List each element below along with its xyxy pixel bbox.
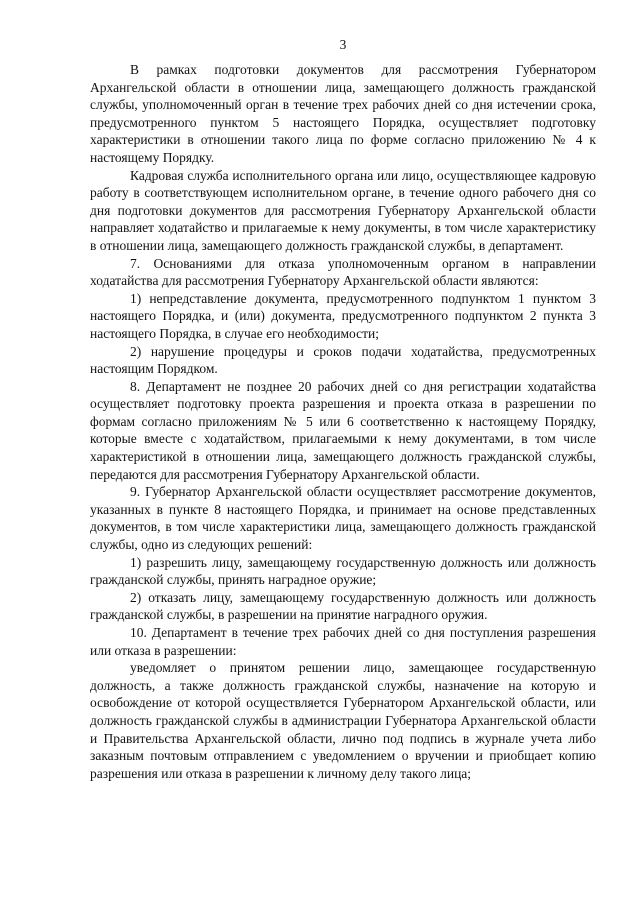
document-page: [90, 0, 596, 905]
paragraph-item-10-notification: уведомляет о принятом решении лицо, замещающее государственную должность, а также должность гражданской службы, назначение на которую и освобождение от которой осуществляется Губернатором Архангельской области, или должность гражданской службы в администрации Губернатора Архангельской области и Правительства Архангельской области, лично под подпись в журнале учета либо заказным почтовым отправлением с уведомлением о вручении и приобщает копию разрешения или отказа в разрешении к личному делу такого лица;: [90, 660, 596, 781]
paragraph-item-7-subitem-2: 2) нарушение процедуры и сроков подачи ходатайства, предусмотренных настоящим Порядком.: [90, 343, 596, 377]
paragraph-item-9: 9. Губернатор Архангельской области осуществляет рассмотрение документов, указанных в пункте 8 настоящего Порядка, и принимает на основе представленных документов, в том числе характеристики лица, замещающего должность гражданской службы, одно из следующих решений:: [90, 484, 596, 553]
page-number: 3: [339, 37, 347, 52]
paragraph-item-8: 8. Департамент не позднее 20 рабочих дней со дня регистрации ходатайства осуществляет подготовку проекта разрешения и проекта отказа в разрешении по формам согласно приложениям № 5 или 6 соответственно к настоящему Порядку, которые вместе с ходатайством, прилагаемыми к нему документами, в том числе характеристикой в отношении лица, замещающего должность гражданской службы, передаются для рассмотрения Губернатору Архангельской области.: [90, 378, 596, 482]
paragraph-item-7: 7. Основаниями для отказа уполномоченным органом в направлении ходатайства для рассмотрения Губернатору Архангельской области являются:: [90, 255, 596, 289]
document-body: [90, 61, 596, 782]
paragraph-characteristic-preparation: В рамках подготовки документов для рассмотрения Губернатором Архангельской области в отношении лица, замещающего должность гражданской службы, уполномоченный орган в течение трех рабочих дней со дня истечении срока, предусмотренного пунктом 5 настоящего Порядка, осуществляет подготовку характеристики в отношении такого лица по форме согласно приложению № 4 к настоящему Порядку.: [90, 62, 596, 165]
paragraph-item-7-subitem-1: 1) непредставление документа, предусмотренного подпунктом 1 пунктом 3 настоящего Порядка, и (или) документа, предусмотренного подпунктом 2 пункта 3 настоящего Порядка, в случае его необходимости;: [90, 290, 596, 341]
paragraph-personnel-service: Кадровая служба исполнительного органа или лицо, осуществляющее кадровую работу в соответствующем исполнительном органе, в течение одного рабочего дня со дня подготовки документов для рассмотрения Губернатору Архангельской области направляет ходатайство и прилагаемые к нему документы, в том числе характеристику в отношении лица, замещающего должность гражданской службы, в департамент.: [90, 167, 596, 253]
paragraph-item-9-subitem-2: 2) отказать лицу, замещающему государственную должность или должность гражданской службы, в разрешении на принятие наградного оружия.: [90, 589, 596, 623]
paragraph-item-10: 10. Департамент в течение трех рабочих дней со дня поступления разрешения или отказа в разрешении:: [90, 625, 596, 658]
paragraph-item-9-subitem-1: 1) разрешить лицу, замещающему государственную должность или должность гражданской службы, принять наградное оружие;: [90, 554, 596, 588]
